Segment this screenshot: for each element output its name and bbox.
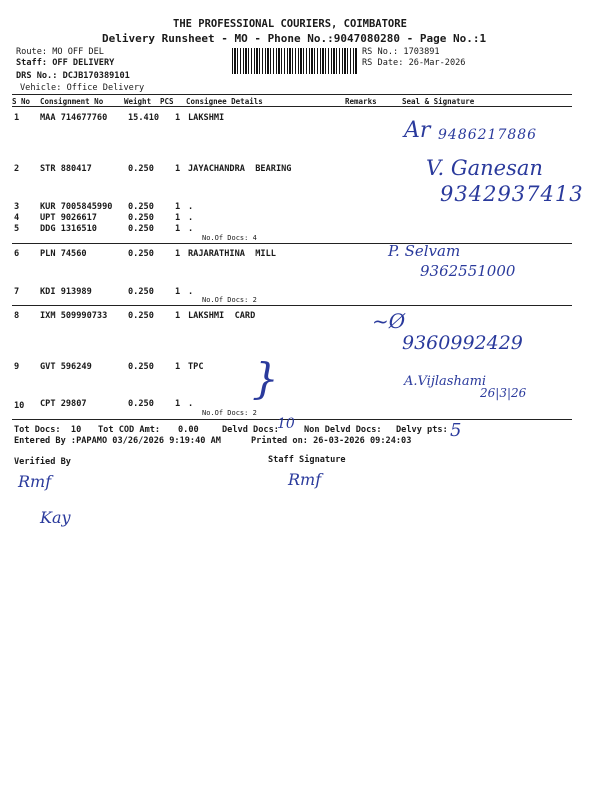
row-weight: 0.250 [128,362,154,372]
row-weight: 0.250 [128,224,154,234]
rs-number: RS No.: 1703891 [362,47,440,57]
doc-count-note: No.Of Docs: 2 [202,409,257,417]
row-pcs: 1 [175,202,181,212]
handwritten-date: 26|3|26 [480,386,527,400]
row-sno: 1 [14,113,20,123]
route-label: Route: MO OFF DEL [16,47,104,57]
row-divider [12,305,572,306]
row-sno: 4 [14,213,20,223]
row-sno: 6 [14,249,20,259]
row-consignment: CPT 29807 [40,399,87,409]
row-weight: 15.410 [128,113,160,123]
row-pcs: 1 [175,164,181,174]
row-weight: 0.250 [128,202,154,212]
row-consignee: RAJARATHINA MILL [188,249,276,259]
row-pcs: 1 [175,213,181,223]
company-title: THE PROFESSIONAL COURIERS, COIMBATORE [173,18,407,30]
rs-date: RS Date: 26-Mar-2026 [362,58,466,68]
row-sno: 7 [14,287,20,297]
row-consignment: IXM 509990733 [40,311,108,321]
row-sno: 9 [14,362,20,372]
row-consignment: KUR 7005845990 [40,202,113,212]
col-consignee: Consignee Details [186,97,263,106]
row-consignment: DDG 1316510 [40,224,97,234]
row-weight: 0.250 [128,249,154,259]
row-consignee: . [188,213,194,223]
total-cod-label: Tot COD Amt: [98,425,161,435]
row-pcs: 1 [175,362,181,372]
row-consignee: JAYACHANDRA BEARING [188,164,292,174]
row-consignment: UPT 9026617 [40,213,97,223]
row-consignee: . [188,224,194,234]
printed-on: Printed on: 26-03-2026 09:24:03 [251,436,412,446]
row-pcs: 1 [175,311,181,321]
handwritten-phone: 9486217886 [438,127,538,143]
row-consignment: MAA 714677760 [40,113,108,123]
barcode-image [232,48,358,74]
handwritten-name: P. Selvam [388,242,461,260]
staff-signature: Rmf [288,470,322,489]
row-sno: 5 [14,224,20,234]
vehicle-label: Vehicle: Office Delivery [20,83,145,93]
handwritten-signature: Ar [404,118,431,143]
col-weight: Weight [124,97,152,106]
row-consignee: . [188,399,194,409]
col-pcs: PCS [160,97,174,106]
handwritten-delivered-count: 10 [277,416,295,432]
row-sno: 10 [14,401,25,411]
drs-label: DRS No.: DCJB170389101 [16,71,130,81]
row-weight: 0.250 [128,311,154,321]
row-sno: 3 [14,202,20,212]
row-consignee: TPC [188,362,204,372]
handwritten-delivery-points: 5 [450,420,462,441]
doc-count-note: No.Of Docs: 4 [202,234,257,242]
row-weight: 0.250 [128,399,154,409]
col-seal-signature: Seal & Signature [402,97,475,106]
row-consignee: LAKSHMI [188,113,225,123]
delivered-docs-label: Delvd Docs: [222,425,279,435]
row-consignment: GVT 596249 [40,362,92,372]
row-consignee: . [188,202,194,212]
row-consignment: STR 880417 [40,164,92,174]
handwritten-phone: 9360992429 [402,332,523,354]
handwritten-mark: ~Ø [372,309,406,333]
row-consignment: PLN 74560 [40,249,87,259]
row-consignee: . [188,287,194,297]
row-divider [12,243,572,244]
non-delivered-docs-label: Non Delvd Docs: [304,425,382,435]
total-cod-value: 0.00 [178,425,199,435]
row-sno: 2 [14,164,20,174]
verified-by-label: Verified By [14,457,71,467]
row-pcs: 1 [175,399,181,409]
row-sno: 8 [14,311,20,321]
row-weight: 0.250 [128,213,154,223]
delivery-points-label: Delvy pts: [396,425,448,435]
row-pcs: 1 [175,287,181,297]
entered-by: Entered By :PAPAMO 03/26/2026 9:19:40 AM [14,436,221,446]
row-pcs: 1 [175,113,181,123]
verifier-signature: Rmf [18,472,52,491]
row-weight: 0.250 [128,287,154,297]
header-top-rule [12,94,572,95]
total-docs: Tot Docs: 10 [14,425,82,435]
row-consignment: KDI 913989 [40,287,92,297]
staff-signature-label: Staff Signature [268,455,346,465]
row-consignee: LAKSHMI CARD [188,311,256,321]
handwritten-bracket: } [252,354,279,403]
handwritten-phone: 9342937413 [440,182,584,206]
col-remarks: Remarks [345,97,377,106]
col-sno: S No [12,97,31,106]
verifier-signature: Kay [40,508,71,527]
handwritten-signature: A.Vijlashami [404,374,487,389]
handwritten-name: V. Ganesan [426,156,543,180]
doc-count-note: No.Of Docs: 2 [202,296,257,304]
row-weight: 0.250 [128,164,154,174]
runsheet-subtitle: Delivery Runsheet - MO - Phone No.:9047080280 - Page No.:1 [102,32,487,45]
row-pcs: 1 [175,249,181,259]
handwritten-phone: 9362551000 [420,262,516,280]
row-pcs: 1 [175,224,181,234]
header-bottom-rule [12,106,572,107]
col-consignment: Consignment No [40,97,104,106]
staff-label: Staff: OFF DELIVERY [16,58,115,68]
